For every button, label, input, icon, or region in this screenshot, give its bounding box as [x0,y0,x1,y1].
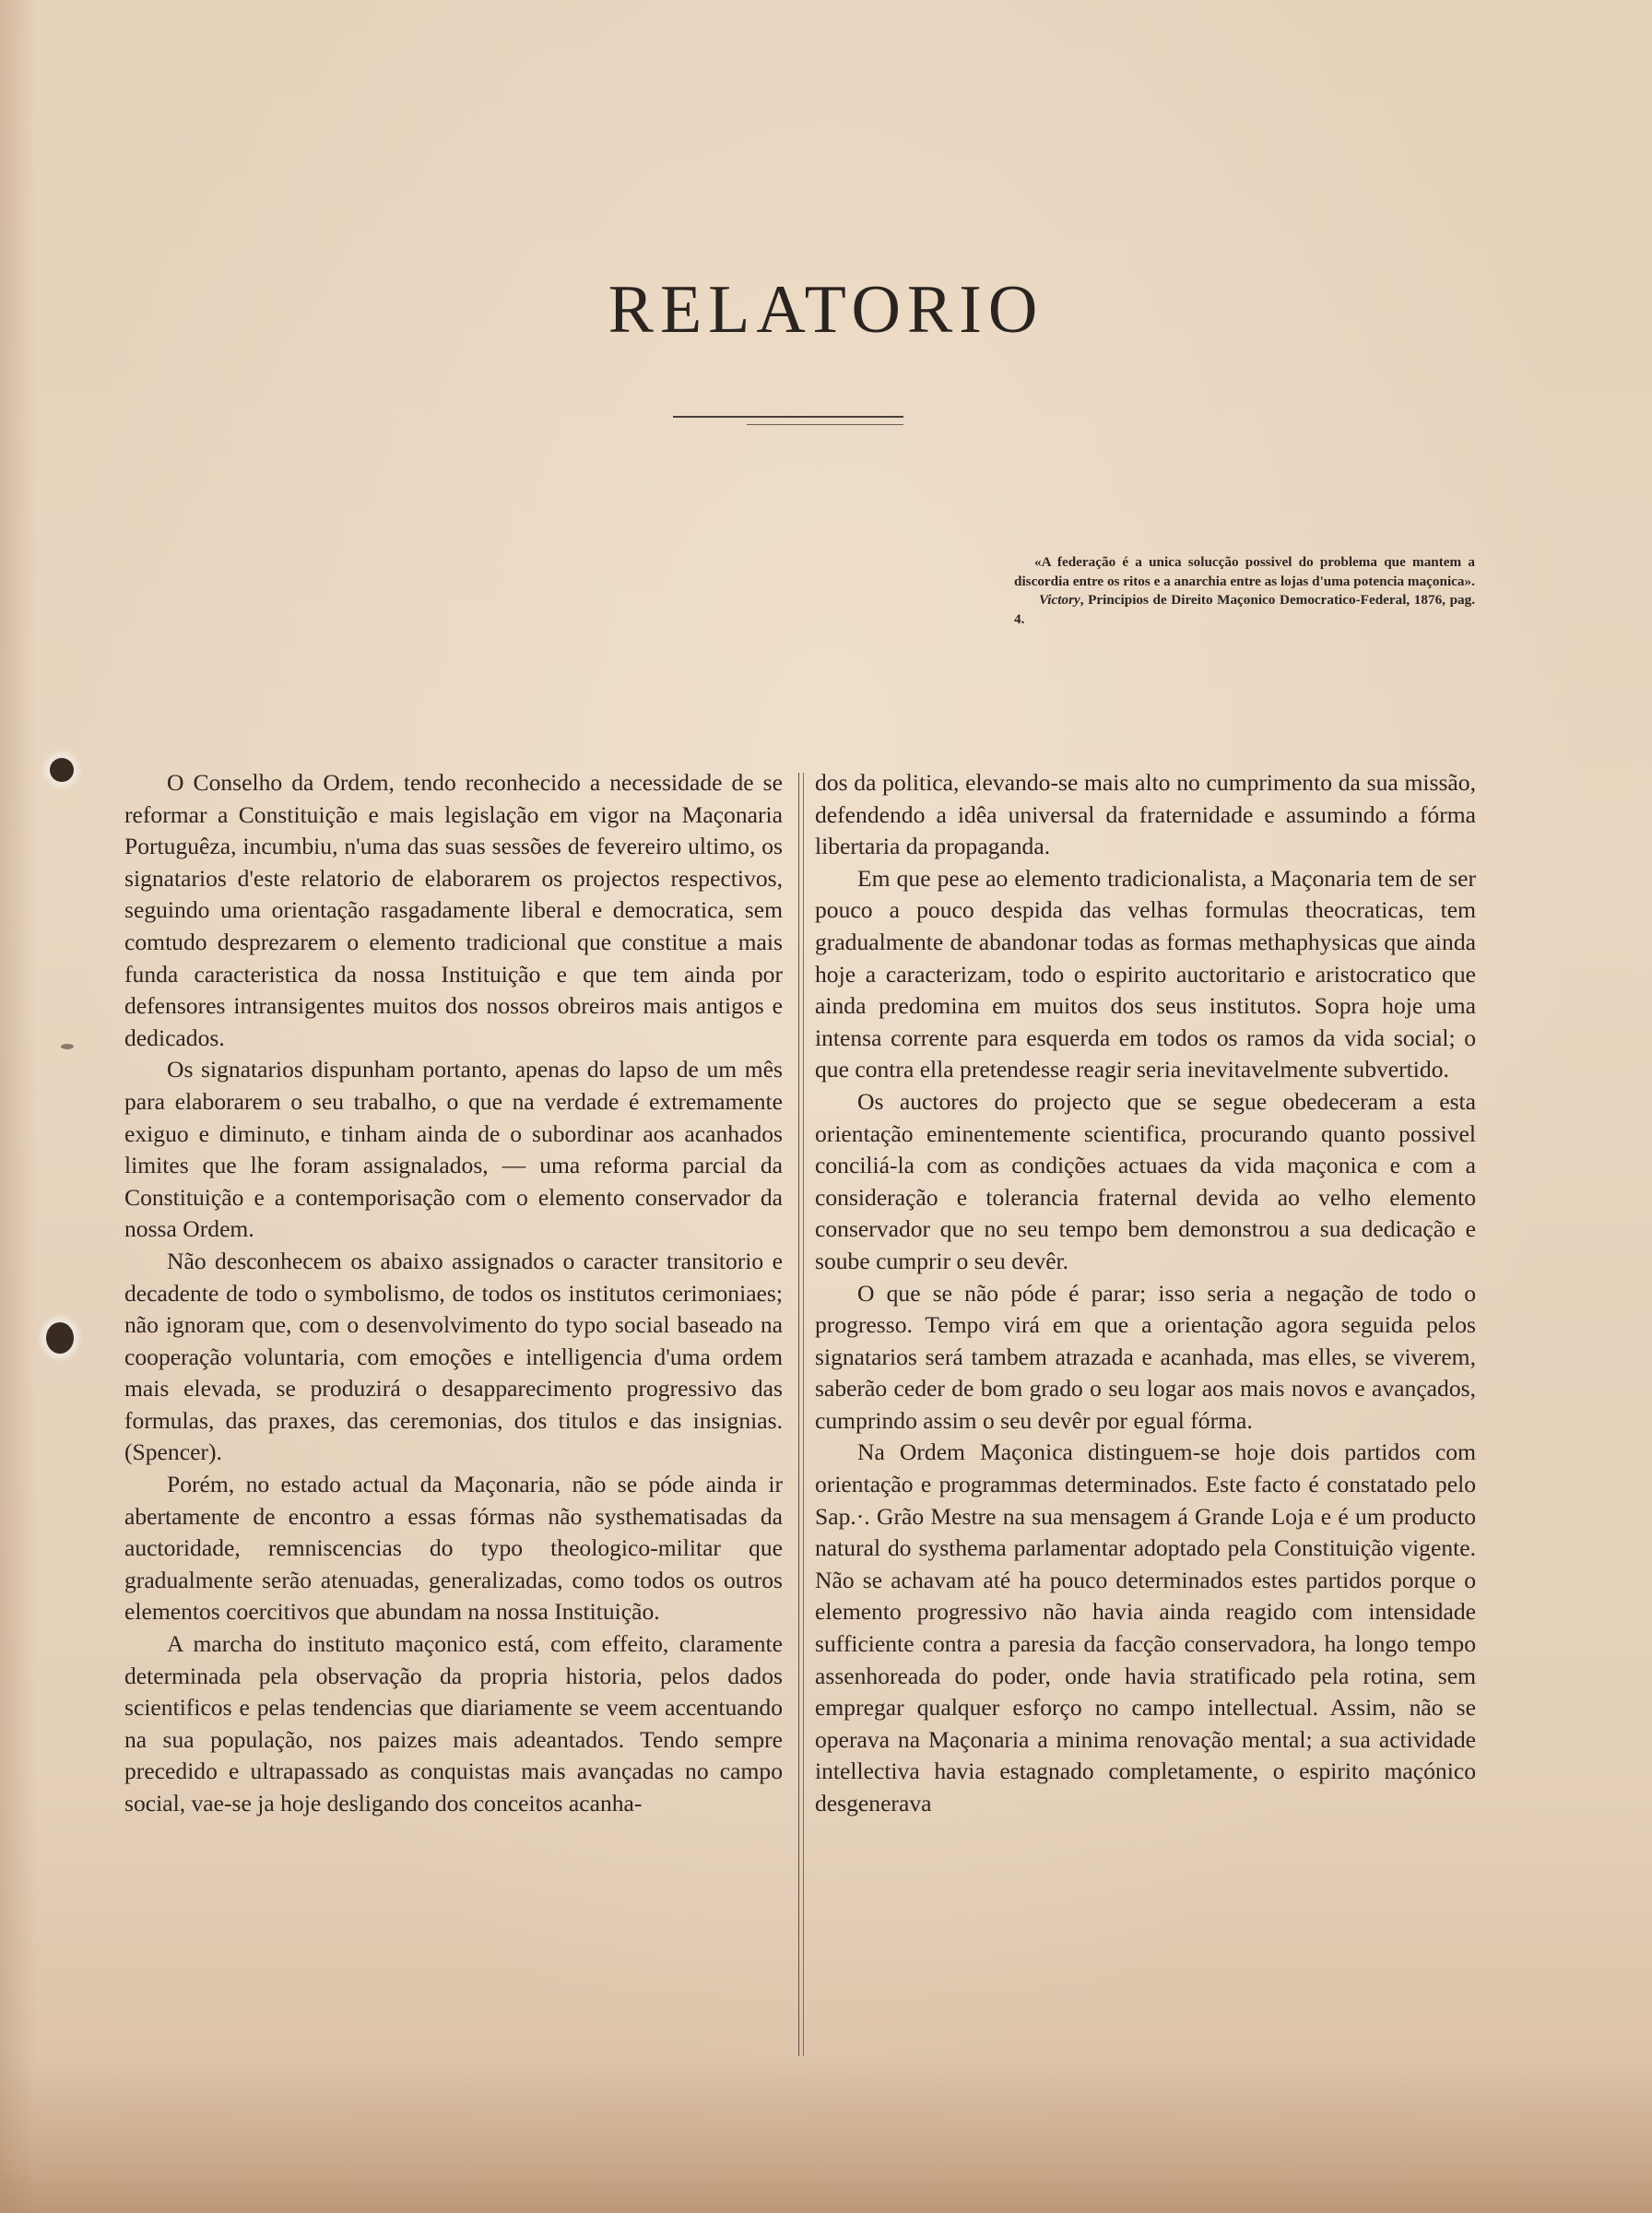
epigraph-quote: «A federação é a unica solucção possivel do problema que mantem a discordia entre os ritos e a anarchia entre as lojas d'uma potencia maçonica». [1014,554,1475,589]
paragraph: Os auctores do projecto que se segue obedeceram a esta orientação eminentemente scientifica, procurando quanto possivel conciliá-la com as condições actuaes da vida maçonica e com a consideração e tolerancia fraternal devida ao velho elemento conservador que no seu tempo bem demonstrou a sua dedicação e soube cumprir o seu devêr. [815,1087,1476,1274]
title-rule [673,416,903,418]
paragraph: O que se não póde é parar; isso seria a negação de todo o progresso. Tempo virá em que a orientação agora seguida pelos signatarios será tambem atrazada e acanhada, mas elles, se viverem, saberão ceder de bom grado o seu logar aos mais novos e avançados, cumprindo assim o seu devêr por egual fórma. [815,1279,1476,1434]
paragraph-continued: dos da politica, elevando-se mais alto no cumprimento da sua missão, defendendo a idêa universal da fraternidade e assumindo a fórma libertaria da propaganda. [815,769,1476,860]
paragraph: Porém, no estado actual da Maçonaria, não se póde ainda ir abertamente de encontro a essas fórmas não systhematisadas da auctoridade, remniscencias do typo theologico-militar que gradualmente serão atenuadas, generalizadas, como todos os outros elementos coercitivos que abundam na nossa Instituição. [124,1471,783,1626]
paragraph: A marcha do instituto maçonico está, com effeito, claramente determinada pela observação da propria historia, pelos dados scientificos e pelas tendencias que diariamente se veem accentuando na sua população, nos paizes mais adeantados. Tendo sempre precedido e ultrapassado as conquistas mais avançadas no campo social, vae-se ja hoje desligando dos conceitos acanha- [124,1630,783,1817]
title-rule-short [747,424,903,425]
epigraph-author: Victory [1039,592,1080,608]
epigraph-attribution [1014,591,1475,629]
left-column [124,767,783,1820]
paragraph: O Conselho da Ordem, tendo reconhecido a necessidade de se reformar a Constituição e mais legislação em vigor na Maçonaria Portuguêza, incumbiu, n'uma das suas sessões de fevereiro ultimo, os signatarios d'este relatorio de elaborarem os projectos respectivos, seguindo uma orientação rasgadamente liberal e democratica, sem comtudo desprezarem o elemento tradicional que constitue a mais funda caracteristica da nossa Instituição e que tem ainda por defensores intransigentes muitos dos nossos obreiros mais antigos e dedicados. [124,769,783,1051]
paragraph: Em que pese ao elemento tradicionalista, a Maçonaria tem de ser pouco a pouco despida das velhas formulas theocraticas, tem gradualmente de abandonar todas as formas methaphysicas que ainda hoje a caracterizam, todo o espirito auctoritario e aristocratico que ainda predomina em muitos dos seus institutos. Sopra hoje uma intensa corrente para esquerda em todos os ramos da vida social; o que contra ella pretendesse reagir seria inevitavelmente subvertido. [815,864,1476,1083]
paragraph: Os signatarios dispunham portanto, apenas do lapso de um mês para elaborarem o seu trabalho, o que na verdade é extremamente exiguo e diminuto, e tinham ainda de o subordinar aos acanhados limites que lhe foram assignalados, — uma reforma parcial da Constituição e a contemporisação com o elemento conservador da nossa Ordem. [124,1056,783,1243]
column-divider-inner [803,773,804,2056]
punch-hole [50,758,74,782]
document-title: RELATORIO [608,272,1044,348]
paragraph: Na Ordem Maçonica distinguem-se hoje dois partidos com orientação e programmas determinados. Este facto é constatado pelo Sap.·. Grão Mestre na sua mensagem á Grande Loja e é um producto natural do systhema parlamentar adoptado pela Constituição vigente. Não se achavam até ha pouco determinados estes partidos porque o elemento progressivo não havia ainda reagido com intensidade sufficiente contra a paresia da facção conservadora, ha longo tempo assenhoreada do poder, onde havia stratificado pela rotina, sem empregar qualquer esforço no campo intellectual. Assim, não se operava na Maçonaria a minima renovação mental; a sua actividade intellectiva havia estagnado completamente, o espirito maçónico desgenerava [815,1438,1476,1817]
paper-bottom-stain [0,2056,1652,2213]
epigraph [1014,553,1475,629]
column-divider [798,773,799,2056]
paper-tear [61,1044,74,1049]
right-column [815,767,1476,1820]
punch-hole [46,1322,74,1354]
paragraph: Não desconhecem os abaixo assignados o caracter transitorio e decadente de todo o symbolismo, de todos os institutos cerimoniaes; não ignoram que, com o desenvolvimento do typo social baseado na cooperação voluntaria, com emoções e intelligencia d'uma ordem mais elevada, se produzirá o desapparecimento progressivo das formulas, das praxes, das ceremonias, dos titulos e das insignias. (Spencer). [124,1247,783,1466]
epigraph-source: , Principios de Direito Maçonico Democratico-Federal, 1876, pag. 4. [1014,592,1475,627]
